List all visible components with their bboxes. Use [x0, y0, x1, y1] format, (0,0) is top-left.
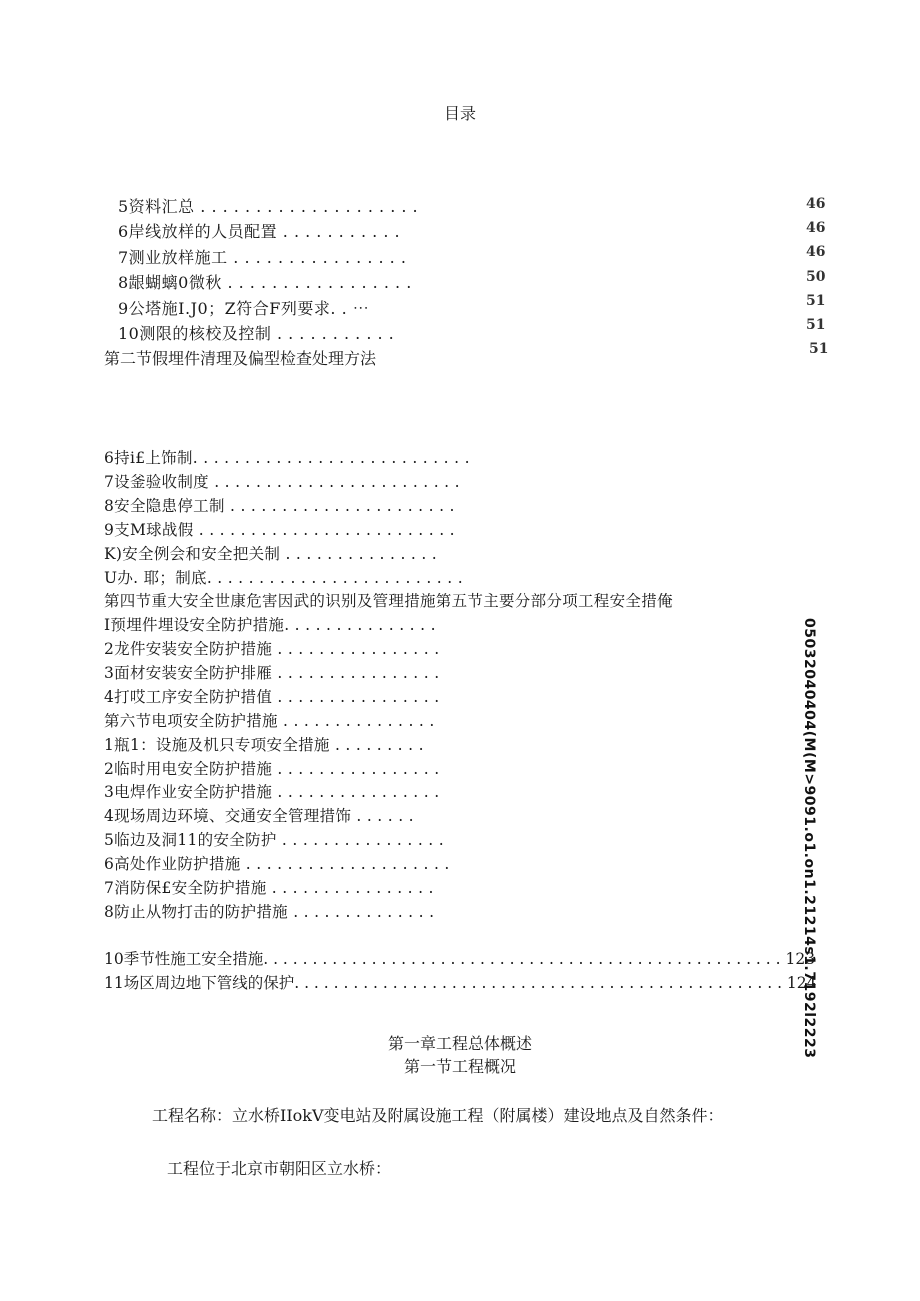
body-paragraph: 工程位于北京市朝阳区立水桥：	[167, 1159, 392, 1178]
toc-entry: 5临边及洞11的安全防护 . . . . . . . . . . . . . . . .	[104, 831, 444, 849]
toc-entry: U办. 耶；制底. . . . . . . . . . . . . . . . . . . . . . . . .	[104, 569, 463, 587]
toc-entry: 7设釜验收制度 . . . . . . . . . . . . . . . . . . . . . . . .	[104, 473, 460, 491]
page-number: 51	[806, 293, 826, 309]
toc-entry: 9公塔施I.J0；Z符合F列要求. . ⋯	[118, 299, 370, 318]
toc-entry: 10测限的核校及控制 . . . . . . . . . . .	[118, 324, 395, 343]
body-paragraph: 工程名称：立水桥IIokV变电站及附属设施工程（附属楼）建设地点及自然条件：	[152, 1106, 724, 1125]
toc-entry: 7消防保£安全防护措施 . . . . . . . . . . . . . . . .	[104, 879, 434, 897]
page-number: 46	[806, 244, 826, 260]
page-number: 46	[806, 220, 826, 236]
toc-title: 目录	[443, 104, 476, 123]
toc-entry: 4现场周边环境、交通安全管理措饰 . . . . . .	[104, 807, 414, 825]
toc-entry: 2临时用电安全防护措施 . . . . . . . . . . . . . . . .	[104, 760, 440, 778]
toc-entry: 2龙件安装安全防护措施 . . . . . . . . . . . . . . . .	[104, 640, 440, 658]
toc-entry: 第六节电项安全防护措施 . . . . . . . . . . . . . . .	[104, 712, 435, 730]
toc-entry: 8龈蝴螭0微秋 . . . . . . . . . . . . . . . . .	[118, 273, 412, 292]
toc-entry: 4打哎工序安全防护措值 . . . . . . . . . . . . . . . .	[104, 688, 440, 706]
toc-entry: 6岸线放样的人员配置 . . . . . . . . . . .	[118, 222, 401, 241]
toc-entry: 第四节重大安全世康危害因武的识别及管理措施第五节主要分部分项工程安全措俺	[104, 592, 673, 610]
vertical-page-numbers: 05032040404(M(M>9091.o1.on1.21214s1.7192l2223	[801, 618, 817, 1059]
toc-entry: 11场区周边地下管线的保护. . . . . . . . . . . . . . . . . . . . . . . . . . . . . . . . . . . . . . . . . . . . . . . . . . 124	[104, 974, 817, 992]
toc-entry: 6高处作业防护措施 . . . . . . . . . . . . . . . . . . . .	[104, 855, 450, 873]
toc-entry: K)安全例会和安全把关制 . . . . . . . . . . . . . . .	[104, 545, 438, 563]
chapter-heading: 第一章工程总体概述	[387, 1034, 532, 1053]
toc-entry: 6持i£上饰制. . . . . . . . . . . . . . . . . . . . . . . . . . .	[104, 449, 470, 467]
toc-section-heading: 第二节假埋件清理及偏型检查处理方法	[104, 349, 377, 368]
toc-entry: 8防止从物打击的防护措施 . . . . . . . . . . . . . .	[104, 903, 435, 921]
toc-entry: 7测业放样施工 . . . . . . . . . . . . . . . .	[118, 248, 407, 267]
toc-entry: 1瓶1：设施及机只专项安全措施 . . . . . . . . .	[104, 736, 424, 754]
toc-entry: 8安全隐患停工制 . . . . . . . . . . . . . . . . . . . . . .	[104, 497, 455, 515]
toc-entry: 10季节性施工安全措施. . . . . . . . . . . . . . . . . . . . . . . . . . . . . . . . . . . . . . . . . . . . . . . . . . . . . 123	[104, 950, 816, 968]
page-number: 51	[809, 341, 829, 357]
page-number: 51	[806, 317, 826, 333]
toc-entry: I预埋件埋设安全防护措施. . . . . . . . . . . . . . .	[104, 616, 436, 634]
section-heading: 第一节工程概况	[403, 1057, 516, 1076]
toc-entry: 3面材安装安全防护排雁 . . . . . . . . . . . . . . . .	[104, 664, 440, 682]
toc-entry: 3电焊作业安全防护措施 . . . . . . . . . . . . . . . .	[104, 783, 440, 801]
toc-entry: 9支M球战假 . . . . . . . . . . . . . . . . . . . . . . . . .	[104, 521, 455, 539]
page-number: 50	[806, 269, 826, 285]
page-number: 46	[806, 196, 826, 212]
toc-entry: 5资料汇总 . . . . . . . . . . . . . . . . . . . .	[118, 197, 419, 216]
